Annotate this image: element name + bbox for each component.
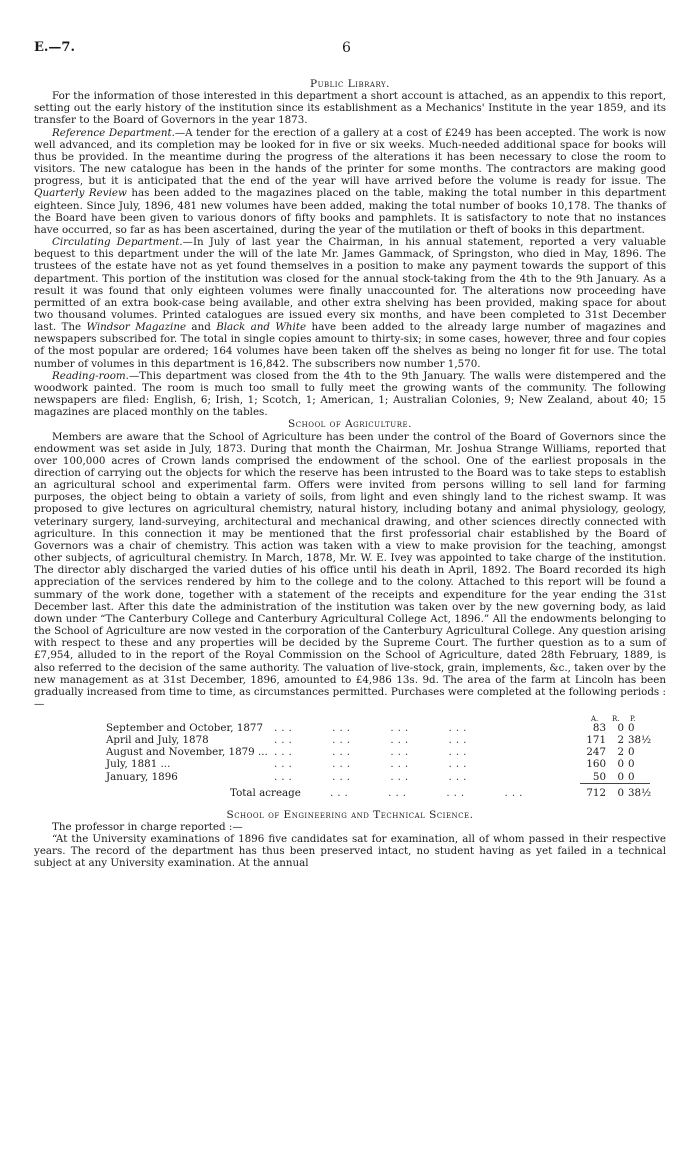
engineering-heading: School of Engineering and Technical Science. — [226, 808, 474, 821]
leader-dots: ... ... ... ... — [274, 734, 471, 747]
purchase-acres: 50 — [592, 770, 606, 783]
public-library-heading: Public Library. — [310, 78, 390, 90]
reference-text-1: —A tender for the erection of a gallery at a cost of £249 has been accepted. The work is now well advanced, and its completion may be looked for in five or six weeks. Much-needed additional space for books will thus be provided. In the meantime during the progress of the alterations it has been necessary to close the room to visitors. The new catalogue has been in the hands of the printer for some months. The contractors are making good progress, but it is anticipated that the end of the year will have arrived before the volume is ready for issue. The — [34, 126, 666, 188]
total-row — [34, 787, 666, 801]
total-roods: 0 — [617, 786, 624, 799]
purchase-period: January, 1896 — [106, 770, 178, 783]
circulating-and: and — [186, 321, 217, 334]
purchase-period: April and July, 1878 — [106, 734, 209, 747]
column-roods: R. — [612, 715, 620, 724]
purchase-perches: 0 — [628, 770, 635, 783]
column-perches: P. — [630, 715, 636, 724]
purchase-perches: 0 — [628, 746, 635, 759]
purchase-roods: 0 — [617, 770, 624, 783]
purchase-perches: 0 — [628, 722, 635, 735]
leader-dots: ... ... ... ... — [330, 786, 527, 799]
total-rule — [580, 783, 650, 784]
purchase-perches: 38½ — [628, 734, 652, 747]
leader-dots: ... ... ... ... — [274, 746, 471, 759]
reading-room-paragraph — [34, 370, 666, 419]
purchase-roods: 0 — [617, 758, 624, 771]
total-perches: 38½ — [628, 786, 652, 799]
document-body — [34, 40, 666, 869]
purchase-perches: 0 — [628, 758, 635, 771]
purchase-acres: 160 — [586, 758, 606, 771]
engineering-intro: The professor in charge reported :— — [52, 820, 243, 833]
circulating-text-1: —In July of last year the Chairman, in his annual statement, reported a very valuable bequest to this department under the will of the late Mr. James Gammack, of Springston, who died in May, 1896. The trustees of the estate have not as yet found themselves in a position to make any payment towards the support of this department. This portion of the institution was closed for the annual stock-taking from the 4th to the 9th January. As a result it was found that only eighteen volumes were finally unaccounted for. The alterations now proceeding have permitted of an extra book-case being available, and other extra shelving has been provided, making space for about two thousand volumes. Printed catalogues are issued every six months, and have been completed to 31st December last. The — [34, 236, 666, 334]
column-acres: A. — [591, 715, 599, 724]
leader-dots: ... ... ... ... — [274, 770, 471, 783]
reference-department-paragraph — [34, 127, 666, 236]
circulating-department-paragraph — [34, 236, 666, 370]
black-and-white-title: Black and White — [216, 321, 307, 334]
purchases-column-headers — [34, 711, 666, 722]
library-intro-paragraph: For the information of those interested in this department a short account is attached, as an appendix to this report, setting out the early history of the institution since its establishment as a Mechanics' Institute in the year 1859, and its transfer to the Board of Governors in the year 1873. — [34, 90, 666, 127]
circulating-text-2: have been added to the already large number of magazines and newspapers subscribed for. The total in single copies amount to thirty-six; in some cases, however, three and four copies of the most popular are ordered; 164 volumes have been taken off the shelves as being no longer fit for use. The total number of volumes in this department is 16,842. The subscribers now number 1,570. — [34, 321, 666, 370]
purchase-period: September and October, 1877 — [106, 722, 264, 735]
table-row — [34, 746, 666, 758]
quarterly-review-title: Quarterly Review — [34, 187, 127, 200]
purchase-roods: 2 — [617, 746, 624, 759]
report-reference: E.—7. — [34, 40, 76, 55]
table-row — [34, 758, 666, 770]
reading-room-lead: Reading-room. — [52, 369, 129, 382]
table-row — [34, 722, 666, 734]
page-number: 6 — [342, 40, 351, 56]
circulating-department-lead: Circulating Department. — [52, 236, 183, 249]
leader-dots: ... ... ... ... — [274, 722, 471, 735]
purchase-period: August and November, 1879 ... — [106, 746, 268, 759]
purchase-acres: 83 — [592, 722, 606, 735]
purchase-period: July, 1881 ... — [106, 758, 171, 771]
agriculture-paragraph: Members are aware that the School of Agriculture has been under the control of the Board of Governors since the endowment was set aside in July, 1873. During that month the Chairman, Mr. Joshua Strange Williams, reported that over 100,000 acres of Crown lands comprised the endowment of the school. One of the earliest proposals in the direction of carrying out the objects for which the reserve has been intrusted to the Board was to take steps to establish an agricultural school and experimental farm. Offers were invited from persons willing to sell land for farming purposes, the object being to obtain a variety of soils, from light and even shingly land to the richest swamp. It was proposed to give lectures on agricultural chemistry, natural history, including botany and animal physiology, geology, veterinary surgery, land-surveying, architectural and mechanical drawing, and other sciences directly connected with agriculture. In this connection it may be mentioned that the first professorial chair established by the Board of Governors was a chair of chemistry. This action was taken with a view to make provision for the teaching, amongst other subjects, of agricultural chemistry. In March, 1878, Mr. W. E. Ivey was appointed to take charge of the institution. The director ably discharged the varied duties of his office until his death in April, 1892. The Board recorded its high appreciation of the services rendered by him to the college and to the colony. Attached to this report will be found a summary of the work done, together with a statement of the receipts and expenditure for the year ending the 31st December last. After this date the administration of the institution was taken over by the new governing body, as laid down under “The Canterbury College and Canterbury Agricultural College Act, 1896.” All the endowments belonging to the School of Agriculture are now vested in the corporation of the Canterbury Agricultural College. Any question arising with respect to these and any properties will be decided by the Supreme Court. The further question as to a sum of £7,954, alluded to in the report of the Royal Commission on the School of Agriculture, dated 28th February, 1889, is also referred to the decision of the same authority. The valuation of live-stock, grain, implements, &c., taken over by the new management as at 31st December, 1896, amounted to £4,986 13s. 9d. The area of the farm at Lincoln has been gradually increased from time to time, as circumstances permitted. Purchases were completed at the following periods :— — [34, 430, 666, 710]
purchases-table — [34, 711, 666, 800]
total-acres: 712 — [586, 786, 606, 799]
total-label: Total acreage — [230, 786, 301, 799]
reading-room-text: —This department was closed from the 4th to the 9th January. The walls were distempered and the woodwork painted. The room is much too small to fully meet the growing wants of the community. The following newspapers are filed: English, 6; Irish, 1; Scotch, 1; American, 1; Australian Colonies, 9; New Zealand, about 40; 15 magazines are placed monthly on the tables. — [34, 369, 666, 419]
table-row — [34, 771, 666, 783]
engineering-quote: “At the University examinations of 1896 five candidates sat for examination, all of whom passed in their respective years. The record of the department has thus been preserved intact, no student having as yet failed in a technical subject at any University examination. At the annual — [34, 832, 666, 870]
leader-dots: ... ... ... ... — [274, 758, 471, 771]
purchase-acres: 247 — [586, 746, 606, 759]
table-row — [34, 734, 666, 746]
purchase-roods: 2 — [617, 734, 624, 747]
agriculture-heading: School of Agriculture. — [288, 418, 412, 431]
reference-text-2: has been added to the magazines placed on the table, making the total number in this department eighteen. Since July, 1896, 481 new volumes have been added, making the total number of books 10,178. The thanks of the Board have been given to various donors of fifty books and pamphlets. It is satisfactory to note that no instances have occurred, so far as has been ascertained, during the year of the mutilation or theft of books in this department. — [34, 187, 666, 236]
reference-department-lead: Reference Department. — [52, 126, 175, 139]
purchase-roods: 0 — [617, 722, 624, 735]
windsor-magazine-title: Windsor Magazine — [86, 321, 187, 334]
purchase-acres: 171 — [586, 734, 606, 747]
